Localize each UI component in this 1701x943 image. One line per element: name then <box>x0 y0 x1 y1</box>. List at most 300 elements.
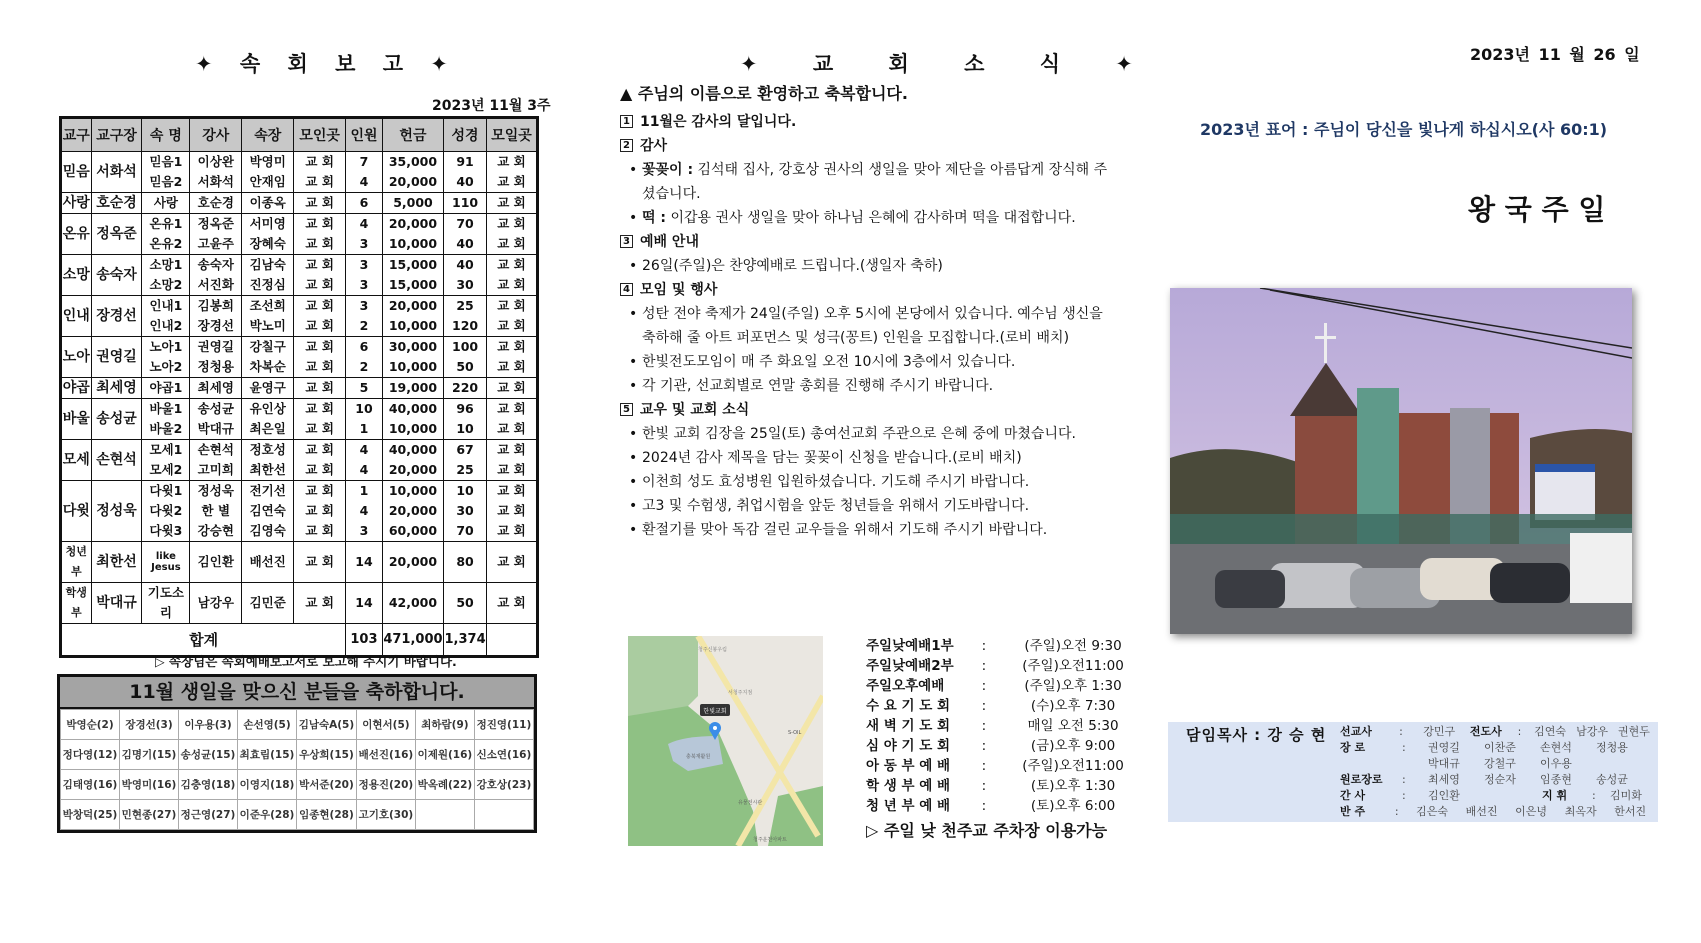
colon: : <box>1592 789 1596 802</box>
report-header-cell: 교구장 <box>91 118 142 152</box>
report-cell: 호순경 <box>190 193 242 214</box>
report-cell: 교 회 <box>294 460 346 481</box>
report-cell: 50 <box>444 583 487 624</box>
report-cell: 6 <box>346 193 383 214</box>
colon: : <box>1399 725 1403 738</box>
colon: : <box>1402 773 1406 786</box>
news-section-heading <box>620 110 1110 134</box>
report-cell: 믿음1 <box>142 152 190 173</box>
district-leader: 정성욱 <box>91 481 142 542</box>
colon: : <box>1402 789 1406 802</box>
staff-name: 권현두 <box>1618 725 1650 738</box>
report-cell: 교 회 <box>487 542 538 583</box>
district-leader: 송성균 <box>91 399 142 440</box>
report-cell: 교 회 <box>294 275 346 296</box>
report-cell: 권영길 <box>190 337 242 358</box>
service-row <box>866 696 1126 716</box>
birthday-row <box>61 710 534 740</box>
colon: : <box>981 658 987 674</box>
report-cell: 35,000 <box>382 152 443 173</box>
service-time: (주일)오전 9:30 <box>1024 638 1122 654</box>
birthday-cell: 정다영(12) <box>61 740 120 770</box>
birthday-cell: 임종현(28) <box>297 800 357 830</box>
report-note: ▷ 속장님은 속회예배보고서로 보고해 주시기 바랍니다. <box>155 654 457 669</box>
report-cell: 강승현 <box>190 521 242 542</box>
service-row <box>866 776 1126 796</box>
colon: : <box>981 698 987 714</box>
birthday-cell: 김남숙A(5) <box>297 710 357 740</box>
report-cell: 교 회 <box>487 172 538 193</box>
report-cell: 70 <box>444 521 487 542</box>
map-pin-label: 한빛교회 <box>703 708 727 715</box>
report-cell: 교 회 <box>487 399 538 420</box>
news-section-heading <box>620 278 1110 302</box>
report-cell: 4 <box>346 440 383 461</box>
staff-name: 최세영 <box>1428 773 1460 786</box>
news-item <box>626 158 1110 206</box>
report-cell: 교 회 <box>294 378 346 399</box>
colon: : <box>1394 805 1399 818</box>
report-cell: 믿음2 <box>142 172 190 193</box>
report-cell: 교 회 <box>487 337 538 358</box>
staff-name: 권영길 <box>1428 741 1460 754</box>
news-item-text: 김석태 집사, 강호상 권사의 생일을 맞아 제단을 아름답게 장식해 주셨습니다. <box>642 162 1108 202</box>
section-title: 감사 <box>640 138 668 154</box>
colon: : <box>981 738 987 754</box>
report-cell: 교 회 <box>487 193 538 214</box>
sunday-name: 왕 국 주 일 <box>1468 193 1606 226</box>
report-cell: 강칠구 <box>242 337 294 358</box>
report-cell: 장경선 <box>190 316 242 337</box>
news-item <box>626 206 1110 230</box>
district-name: 학생부 <box>61 583 92 624</box>
news-item <box>626 302 1110 350</box>
report-cell: 교 회 <box>487 152 538 173</box>
staff-row <box>1340 804 1655 820</box>
birthday-cell <box>474 800 533 830</box>
birthday-table <box>60 709 534 830</box>
report-cell: 3 <box>346 234 383 255</box>
year-motto: 2023년 표어 : 주님이 당신을 빛나게 하십시오(사 60:1) <box>1200 120 1608 139</box>
report-cell: 교 회 <box>294 521 346 542</box>
report-cell: 송숙자 <box>190 255 242 276</box>
district-name: 노아 <box>61 337 92 378</box>
district-leader: 송숙자 <box>91 255 142 296</box>
report-cell: 고윤주 <box>190 234 242 255</box>
district-name: 온유 <box>61 214 92 255</box>
report-cell: 3 <box>346 296 383 317</box>
report-header-cell: 강사 <box>190 118 242 152</box>
birthday-cell: 우상희(15) <box>297 740 357 770</box>
report-cell: 2 <box>346 357 383 378</box>
news-section-heading <box>620 134 1110 158</box>
staff-row <box>1340 724 1655 740</box>
staff-name: 이은녕 <box>1515 805 1548 818</box>
report-cell: 96 <box>444 399 487 420</box>
total-label: 합계 <box>61 624 346 657</box>
section-number: 3 <box>620 235 633 248</box>
news-item-label: 떡 : <box>642 210 666 226</box>
birthday-cell: 이영지(18) <box>238 770 297 800</box>
report-cell: 30 <box>444 275 487 296</box>
report-cell: 서미영 <box>242 214 294 235</box>
report-cell: 장혜숙 <box>242 234 294 255</box>
colon: : <box>981 678 987 694</box>
report-row <box>61 296 538 317</box>
report-cell: 42,000 <box>382 583 443 624</box>
report-cell: 정옥준 <box>190 214 242 235</box>
district-name: 바울 <box>61 399 92 440</box>
district-leader: 최한선 <box>91 542 142 583</box>
birthday-cell: 이준우(28) <box>238 800 297 830</box>
report-cell: 15,000 <box>382 275 443 296</box>
report-header-cell: 속 명 <box>142 118 190 152</box>
report-cell: 김연숙 <box>242 501 294 521</box>
service-time: (토)오후 6:00 <box>1030 798 1116 814</box>
news-item-text: 환절기를 맞아 독감 걸린 교우들을 위해서 기도해 주시기 바랍니다. <box>642 522 1048 538</box>
staff-name: 강민구 <box>1423 725 1456 738</box>
total-bible: 1,374 <box>444 624 487 657</box>
colon <box>1402 756 1416 772</box>
report-cell: 5 <box>346 378 383 399</box>
report-cell: 1 <box>346 419 383 440</box>
report-cell: 모세2 <box>142 460 190 481</box>
total-empty <box>487 624 538 657</box>
report-cell: 최세영 <box>190 378 242 399</box>
service-time: (수)오후 7:30 <box>1030 698 1116 714</box>
birthday-cell: 배선진(16) <box>356 740 415 770</box>
service-name: 심 야 기 도 회 <box>866 738 951 754</box>
section-title: 교우 및 교회 소식 <box>640 402 750 418</box>
district-leader: 호순경 <box>91 193 142 214</box>
staff-row <box>1340 772 1655 788</box>
staff-name: 남강우 <box>1576 725 1608 738</box>
service-row <box>866 796 1126 816</box>
service-schedule <box>866 636 1126 816</box>
report-cell: 교 회 <box>487 214 538 235</box>
report-cell: 온유2 <box>142 234 190 255</box>
report-cell: 이종옥 <box>242 193 294 214</box>
report-cell: 교 회 <box>294 152 346 173</box>
report-cell: 노아2 <box>142 357 190 378</box>
birthday-cell: 송성균(15) <box>179 740 238 770</box>
birthday-cell: 강호상(23) <box>474 770 533 800</box>
report-row <box>61 193 538 214</box>
news-item-text: 한빛 교회 김장을 25일(토) 총여선교회 주관으로 은혜 중에 마쳤습니다. <box>642 426 1076 442</box>
report-cell: 교 회 <box>487 275 538 296</box>
district-name: 야곱 <box>61 378 92 399</box>
report-cell: 교 회 <box>294 296 346 317</box>
report-cell: 교 회 <box>487 521 538 542</box>
staff-name: 손현석 <box>1540 741 1572 754</box>
report-week: 2023년 11월 3주 <box>432 98 551 114</box>
staff-role <box>1340 756 1402 772</box>
total-offering: 471,000 <box>382 624 443 657</box>
report-cell: 19,000 <box>382 378 443 399</box>
report-cell: 서진화 <box>190 275 242 296</box>
report-cell: 정성욱 <box>190 481 242 502</box>
report-cell: 사랑 <box>142 193 190 214</box>
report-cell: 최은일 <box>242 419 294 440</box>
report-cell: 25 <box>444 296 487 317</box>
report-cell: 14 <box>346 583 383 624</box>
service-time: (토)오후 1:30 <box>1030 778 1116 794</box>
report-cell: 안재임 <box>242 172 294 193</box>
report-header-cell: 인원 <box>346 118 383 152</box>
report-cell: 소망1 <box>142 255 190 276</box>
report-cell: 교 회 <box>487 583 538 624</box>
staff-name: 김인환 <box>1428 789 1460 802</box>
colon: : <box>1517 725 1522 738</box>
report-row <box>61 337 538 358</box>
report-cell: 교 회 <box>487 316 538 337</box>
news-item <box>626 422 1110 446</box>
report-cell: 30 <box>444 501 487 521</box>
report-cell: 25 <box>444 460 487 481</box>
report-cell: 김민준 <box>242 583 294 624</box>
news-item <box>626 374 1110 398</box>
staff-name: 박대규 <box>1428 757 1460 770</box>
district-name: 인내 <box>61 296 92 337</box>
report-cell: 120 <box>444 316 487 337</box>
report-cell: 91 <box>444 152 487 173</box>
report-cell: 15,000 <box>382 255 443 276</box>
staff-role: 반 주 <box>1340 805 1366 818</box>
pastor: 담임목사 : 강 승 현 <box>1186 726 1327 744</box>
report-cell: 노아1 <box>142 337 190 358</box>
report-cell: 교 회 <box>487 255 538 276</box>
news-item <box>626 446 1110 470</box>
report-row <box>61 440 538 461</box>
report-cell: 남강우 <box>190 583 242 624</box>
svg-text:S-OIL: S-OIL <box>788 730 802 736</box>
section-number: 4 <box>620 283 633 296</box>
report-row <box>61 399 538 420</box>
staff-role: 전도사 <box>1469 725 1502 738</box>
section-number: 2 <box>620 139 633 152</box>
news-item <box>626 350 1110 374</box>
report-cell: 유인상 <box>242 399 294 420</box>
news-item-text: 2024년 감사 제목을 담는 꽃꽂이 신청을 받습니다.(로비 배치) <box>642 450 1022 466</box>
report-cell: 교 회 <box>294 172 346 193</box>
birthday-cell: 장경선(3) <box>120 710 179 740</box>
report-cell: 교 회 <box>487 234 538 255</box>
staff-name: 송성균 <box>1596 773 1628 786</box>
news-item-text: 한빛전도모임이 매 주 화요일 오전 10시에 3층에서 있습니다. <box>642 354 1016 370</box>
news-item <box>626 494 1110 518</box>
news-item <box>626 470 1110 494</box>
report-cell: 교 회 <box>294 193 346 214</box>
total-people: 103 <box>346 624 383 657</box>
service-name: 아 동 부 예 배 <box>866 758 951 774</box>
report-cell: 교 회 <box>294 501 346 521</box>
report-cell: 인내2 <box>142 316 190 337</box>
colon: : <box>981 798 987 814</box>
report-cell: 김영숙 <box>242 521 294 542</box>
report-cell: 220 <box>444 378 487 399</box>
report-cell: 기도소리 <box>142 583 190 624</box>
report-cell: 진정심 <box>242 275 294 296</box>
report-cell: 서화석 <box>190 172 242 193</box>
staff-role: 원로장로 <box>1340 773 1383 786</box>
service-name: 수 요 기 도 회 <box>866 698 951 714</box>
staff-name: 배선진 <box>1465 805 1498 818</box>
colon: : <box>981 638 987 654</box>
service-time: (주일)오전11:00 <box>1022 658 1124 674</box>
news-item-label: 꽃꽂이 : <box>642 162 694 178</box>
news-section-heading <box>620 230 1110 254</box>
svg-text:서청주지점: 서청주지점 <box>728 690 753 696</box>
svg-text:충북재활원: 충북재활원 <box>686 754 711 760</box>
birthday-cell: 박옥례(22) <box>415 770 474 800</box>
report-cell: 정호성 <box>242 440 294 461</box>
birthday-title: 11월 생일을 맞으신 분들을 축하합니다. <box>60 677 534 709</box>
district-name: 청년부 <box>61 542 92 583</box>
report-header-row <box>61 118 538 152</box>
birthday-cell: 신소연(16) <box>474 740 533 770</box>
report-cell: 교 회 <box>294 316 346 337</box>
birthday-cell: 손선영(5) <box>238 710 297 740</box>
news-item-text: 이갑용 권사 생일을 맞아 하나님 은혜에 감사하며 떡을 대접합니다. <box>670 210 1076 226</box>
report-cell: 30,000 <box>382 337 443 358</box>
report-row <box>61 481 538 502</box>
service-name: 주일오후예배 <box>866 678 945 694</box>
service-name: 주일낮예배1부 <box>866 638 954 654</box>
report-cell: 20,000 <box>382 460 443 481</box>
birthday-cell: 김명기(15) <box>120 740 179 770</box>
report-cell: 바울1 <box>142 399 190 420</box>
welcome-line: ▲ 주님의 이름으로 환영하고 축복합니다. <box>620 84 908 103</box>
report-cell: 5,000 <box>382 193 443 214</box>
report-title: ✦ 속 회 보 고 ✦ <box>195 52 458 76</box>
report-cell: 인내1 <box>142 296 190 317</box>
colon: : <box>981 778 987 794</box>
news-item-text: 고3 및 수험생, 취업시험을 앞둔 청년들을 위해서 기도바랍니다. <box>642 498 1030 514</box>
service-time: 매일 오전 5:30 <box>1027 718 1119 734</box>
report-cell: 20,000 <box>382 214 443 235</box>
colon: : <box>1402 741 1406 754</box>
district-leader: 서화석 <box>91 152 142 193</box>
section-title: 예배 안내 <box>640 234 699 250</box>
report-cell: 10,000 <box>382 357 443 378</box>
svg-text:청주운천아파트: 청주운천아파트 <box>753 837 787 843</box>
staff-name: 김은숙 <box>1416 805 1448 818</box>
district-leader: 손현석 <box>91 440 142 481</box>
service-row <box>866 676 1126 696</box>
report-header-cell: 교구 <box>61 118 92 152</box>
news-item-text: 성탄 전야 축제가 24일(주일) 오후 5시에 본당에서 있습니다. 예수님 생신을 축하해 줄 아트 퍼포먼스 및 성극(꽁트) 인원을 모집합니다.(로비 배치) <box>642 306 1103 346</box>
report-cell: 정청용 <box>190 357 242 378</box>
report-cell: 10,000 <box>382 234 443 255</box>
district-name: 사랑 <box>61 193 92 214</box>
report-cell: 배선진 <box>242 542 294 583</box>
report-cell: 김봉희 <box>190 296 242 317</box>
church-map[interactable] <box>628 636 823 846</box>
birthday-cell: 정용진(20) <box>356 770 415 800</box>
report-cell: 교 회 <box>294 234 346 255</box>
district-leader: 최세영 <box>91 378 142 399</box>
report-cell: 6 <box>346 337 383 358</box>
report-cell: 한 별 <box>190 501 242 521</box>
report-cell: 교 회 <box>487 419 538 440</box>
news-body <box>620 82 1110 542</box>
report-cell: 20,000 <box>382 501 443 521</box>
report-table-wrap <box>59 116 539 658</box>
report-cell: like Jesus <box>142 542 190 583</box>
report-header-cell: 모일곳 <box>487 118 538 152</box>
service-time: (주일)오전11:00 <box>1022 758 1124 774</box>
report-cell: 전기선 <box>242 481 294 502</box>
report-cell: 박영미 <box>242 152 294 173</box>
district-leader: 박대규 <box>91 583 142 624</box>
report-cell: 3 <box>346 275 383 296</box>
report-cell: 김남숙 <box>242 255 294 276</box>
birthday-cell: 이우용(3) <box>179 710 238 740</box>
report-cell: 교 회 <box>294 255 346 276</box>
report-row <box>61 255 538 276</box>
staff-row <box>1340 788 1655 804</box>
service-name: 주일낮예배2부 <box>866 658 954 674</box>
report-cell: 40 <box>444 234 487 255</box>
birthday-box <box>57 674 537 833</box>
report-cell: 10,000 <box>382 316 443 337</box>
news-item <box>626 518 1110 542</box>
service-row <box>866 656 1126 676</box>
birthday-cell: 박창덕(25) <box>61 800 120 830</box>
report-cell: 교 회 <box>487 357 538 378</box>
staff-name: 정순자 <box>1484 773 1516 786</box>
report-header-cell: 성경 <box>444 118 487 152</box>
report-cell: 최한선 <box>242 460 294 481</box>
svg-text:유물전시관: 유물전시관 <box>738 800 763 806</box>
report-cell: 교 회 <box>294 357 346 378</box>
service-time: (주일)오후 1:30 <box>1024 678 1122 694</box>
report-cell: 70 <box>444 214 487 235</box>
report-cell: 3 <box>346 521 383 542</box>
report-cell: 교 회 <box>487 440 538 461</box>
svg-text:청주신봉우림: 청주신봉우림 <box>698 647 727 653</box>
birthday-row <box>61 740 534 770</box>
report-cell: 4 <box>346 460 383 481</box>
birthday-cell: 최하람(9) <box>415 710 474 740</box>
staff-role: 간 사 <box>1340 789 1366 802</box>
bulletin-date: 2023년 11 월 26 일 <box>1470 45 1640 64</box>
report-cell: 박대규 <box>190 419 242 440</box>
birthday-cell: 고기호(30) <box>356 800 415 830</box>
report-cell: 14 <box>346 542 383 583</box>
report-cell: 교 회 <box>294 481 346 502</box>
report-cell: 교 회 <box>487 296 538 317</box>
report-cell: 이상완 <box>190 152 242 173</box>
report-cell: 김인환 <box>190 542 242 583</box>
section-title: 모임 및 행사 <box>640 282 718 298</box>
report-cell: 1 <box>346 481 383 502</box>
birthday-cell: 박영순(2) <box>61 710 120 740</box>
report-cell: 온유1 <box>142 214 190 235</box>
report-cell: 100 <box>444 337 487 358</box>
report-header-cell: 속장 <box>242 118 294 152</box>
report-row <box>61 583 538 624</box>
report-cell: 다윗1 <box>142 481 190 502</box>
service-name: 청 년 부 예 배 <box>866 798 951 814</box>
service-row <box>866 756 1126 776</box>
report-cell: 40 <box>444 255 487 276</box>
district-leader: 정옥준 <box>91 214 142 255</box>
report-cell: 3 <box>346 255 383 276</box>
staff-name: 임종현 <box>1540 773 1572 786</box>
report-cell: 야곱1 <box>142 378 190 399</box>
service-name: 학 생 부 예 배 <box>866 778 951 794</box>
